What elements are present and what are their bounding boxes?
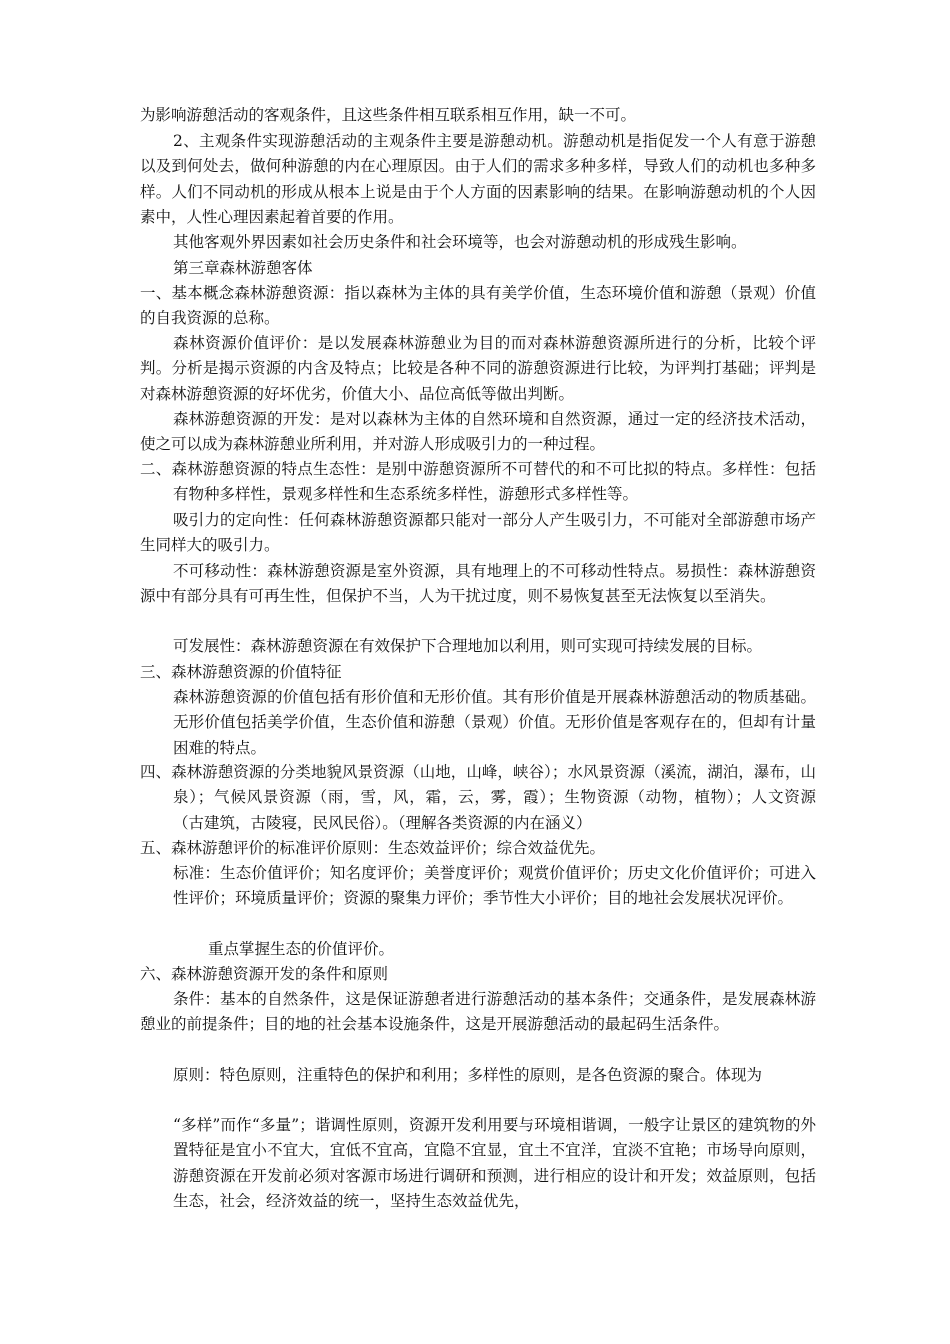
paragraph-resource-development: 森林游憩资源的开发：是对以森林为主体的自然环境和自然资源，通过一定的经济技术活动，使之可以成为森林游憩业所利用，并对游人形成吸引力的一种过程。 xyxy=(140,410,816,454)
paragraph-attraction: 吸引力的定向性：任何森林游憩资源都只能对一部分人产生吸引力，不可能对全部游憩市场产生同样大的吸引力。 xyxy=(140,511,816,555)
paragraph-objective-conditions-end: 为影响游憩活动的客观条件，且这些条件相互联系相互作用，缺一不可。 xyxy=(140,106,637,124)
paragraph-key-point: 重点掌握生态的价值评价。 xyxy=(208,940,395,958)
paragraph-evaluation-standards: 标准：生态价值评价；知名度评价；美誉度评价；观赏价值评价；历史文化价值评价；可进入性评价；环境质量评价；资源的聚集力评价；季节性大小评价；目的地社会发展状况评价。 xyxy=(173,864,816,908)
paragraph-developability: 可发展性：森林游憩资源在有效保护下合理地加以利用，则可实现可持续发展的目标。 xyxy=(173,637,763,655)
paragraph-development-conditions: 条件：基本的自然条件，这是保证游憩者进行游憩活动的基本条件；交通条件，是发展森林游憩业的前提条件；目的地的社会基本设施条件，这是开展游憩活动的最起码生活条件。 xyxy=(140,990,816,1034)
section-6-development: 六、森林游憩资源开发的条件和原则 xyxy=(140,965,389,983)
paragraph-value-content: 森林游憩资源的价值包括有形价值和无形价值。其有形价值是开展森林游憩活动的物质基础。无形价值包括美学价值，生态价值和游憩（景观）价值。无形价值是客观存在的，但却有计量困难的特点。 xyxy=(173,688,816,757)
paragraph-immobility: 不可移动性：森林游憩资源是室外资源，具有地理上的不可移动性特点。易损性：森林游憩资源中有部分具有可再生性，但保护不当，人为干扰过度，则不易恢复甚至无法恢复以至消失。 xyxy=(140,562,816,606)
section-3-value-features: 三、森林游憩资源的价值特征 xyxy=(140,663,342,681)
chapter-heading: 第三章森林游憩客体 xyxy=(173,259,313,277)
section-1-basic-concepts: 一、基本概念森林游憩资源：指以森林为主体的具有美学价值，生态环境价值和游憩（景观）价值的自我资源的总称。 xyxy=(140,284,816,328)
paragraph-subjective-conditions: 2、主观条件实现游憩活动的主观条件主要是游憩动机。游憩动机是指促发一个人有意于游憩以及到何处去，做何种游憩的内在心理原因。由于人们的需求多种多样，导致人们的动机也多种多样。人们不同动机的形成从根本上说是由于个人方面的因素影响的结果。在影响游憩动机的个人因素中，人性心理因素起着首要的作用。 xyxy=(140,132,816,227)
paragraph-resource-evaluation: 森林资源价值评价：是以发展森林游憩业为目的而对森林游憩资源所进行的分析，比较个评判。分析是揭示资源的内含及特点；比较是各种不同的游憩资源进行比较，为评判打基础；评判是对森林游憩资源的好坏优劣，价值大小、品位高低等做出判断。 xyxy=(140,334,816,403)
paragraph-principles-continued: “多样”而作“多量”；谐调性原则，资源开发利用要与环境相谐调，一般字让景区的建筑物的外置特征是宜小不宜大，宜低不宜高，宜隐不宜显，宜土不宜洋，宜淡不宜艳；市场导向原则，游憩资源在开发前必须对客源市场进行调研和预测，进行相应的设计和开发；效益原则，包括生态，社会，经济效益的统一，坚持生态效益优先， xyxy=(173,1116,816,1211)
paragraph-other-factors: 其他客观外界因素如社会历史条件和社会环境等，也会对游憩动机的形成残生影响。 xyxy=(173,233,747,251)
section-5-evaluation: 五、森林游憩评价的标准评价原则：生态效益评价；综合效益优先。 xyxy=(140,839,606,857)
section-2-characteristics: 二、森林游憩资源的特点生态性：是别中游憩资源所不可替代的和不可比拟的特点。多样性：包括有物种多样性，景观多样性和生态系统多样性，游憩形式多样性等。 xyxy=(140,460,816,504)
paragraph-development-principles: 原则：特色原则，注重特色的保护和利用；多样性的原则，是各色资源的聚合。体现为 xyxy=(173,1066,763,1084)
section-4-classification: 四、森林游憩资源的分类地貌风景资源（山地，山峰，峡谷）；水风景资源（溪流，湖泊，瀑布，山泉）；气候风景资源（雨，雪，风，霜，云，雾，霞）；生物资源（动物，植物）；人文资源（古建筑，古陵寝，民风民俗）。（理解各类资源的内在涵义） xyxy=(140,763,816,832)
